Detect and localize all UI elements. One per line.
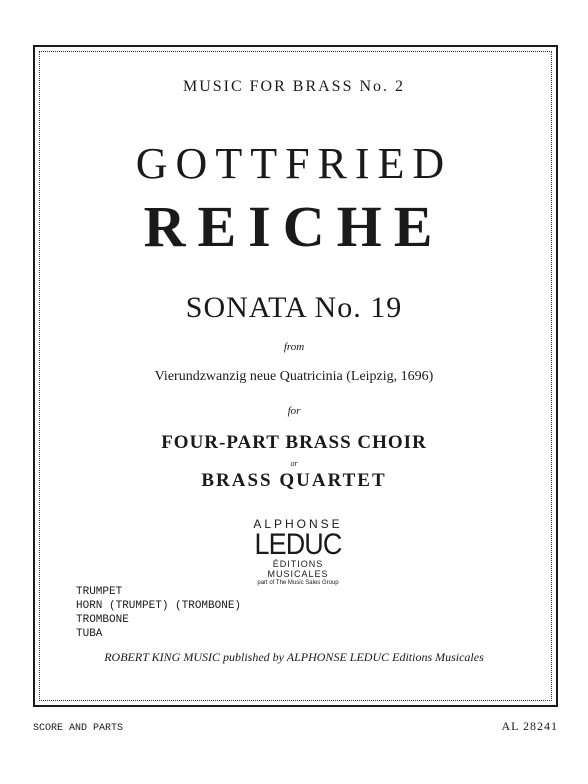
publisher-line: ROBERT KING MUSIC published by ALPHONSE LEDUC Editions Musicales bbox=[104, 650, 484, 664]
logo-line-2: LEDUC bbox=[254, 528, 342, 561]
instrument-list bbox=[76, 585, 241, 641]
logo-line-1: ALPHONSE bbox=[253, 517, 343, 531]
instrument-item: TUBA bbox=[76, 628, 103, 640]
composer-first-name: GOTTFRIED bbox=[135, 139, 453, 188]
ensemble-alternate: BRASS QUARTET bbox=[201, 470, 387, 491]
publisher-logo bbox=[248, 518, 348, 587]
from-label: from bbox=[283, 341, 305, 353]
instrument-item: TROMBONE bbox=[76, 614, 129, 626]
logo-line-4: part of The Music Sales Group bbox=[257, 580, 339, 586]
or-label: or bbox=[290, 459, 298, 468]
instrument-item: HORN (TRUMPET) (TROMBONE) bbox=[76, 600, 242, 612]
logo-line-3: ÉDITIONS MUSICALES bbox=[267, 559, 329, 579]
source-collection: Vierundzwanzig neue Quatricinia (Leipzig, 1696) bbox=[154, 369, 434, 384]
instrument-item: TRUMPET bbox=[76, 586, 123, 598]
edition-label: SCORE AND PARTS bbox=[33, 723, 124, 734]
catalog-number: AL 28241 bbox=[501, 719, 558, 733]
series-title: MUSIC FOR BRASS No. 2 bbox=[182, 78, 406, 95]
ensemble-primary: FOUR-PART BRASS CHOIR bbox=[161, 432, 427, 453]
for-label: for bbox=[287, 405, 301, 417]
work-title: SONATA No. 19 bbox=[185, 291, 403, 324]
composer-last-name: REICHE bbox=[143, 194, 445, 259]
